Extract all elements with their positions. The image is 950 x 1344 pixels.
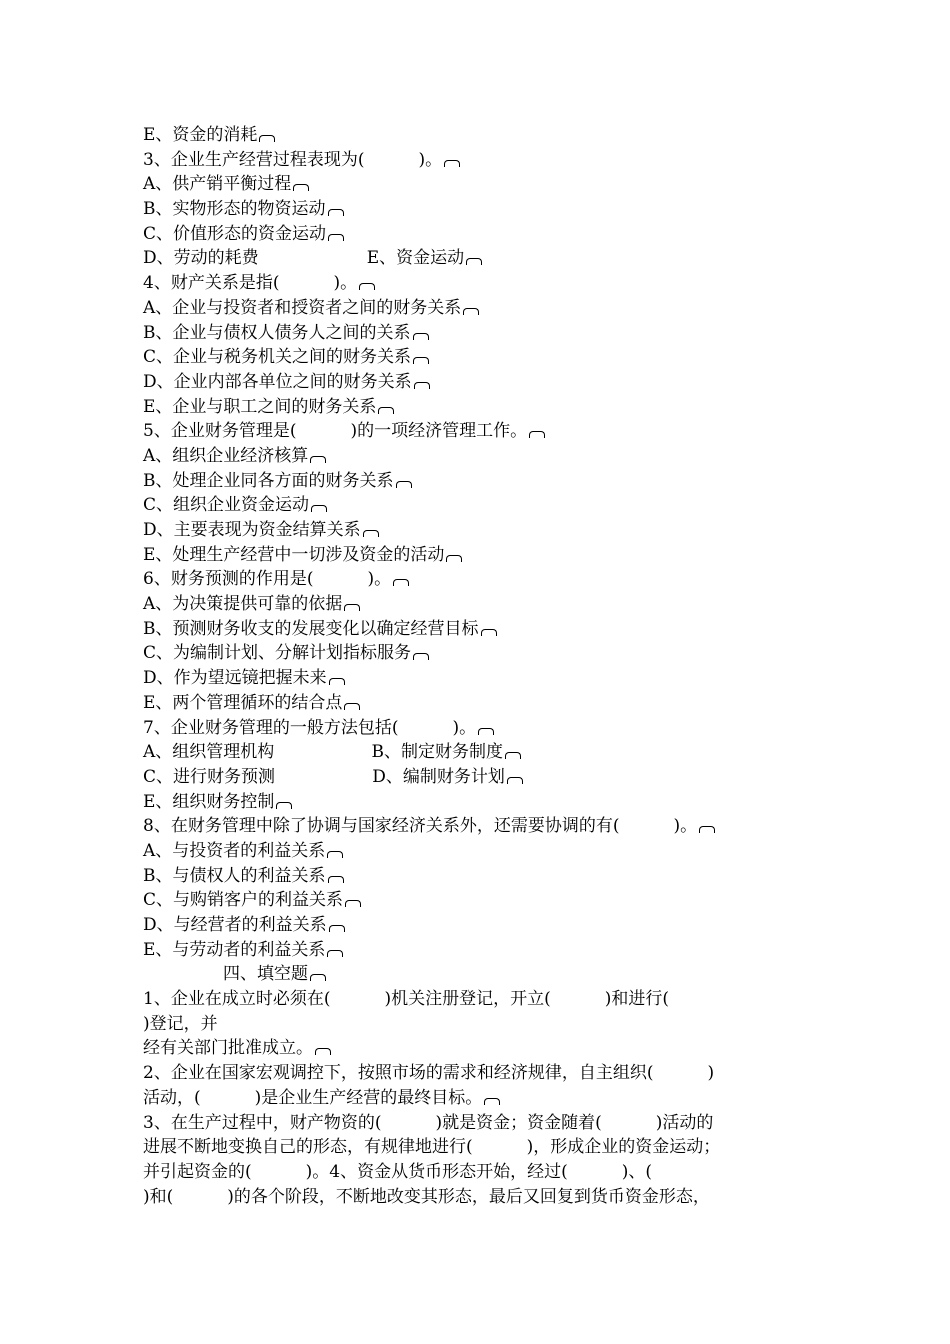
paragraph-mark-icon — [328, 234, 344, 241]
option-line: E、处理生产经营中一切涉及资金的活动 — [143, 543, 813, 568]
option-line: C、与购销客户的利益关系 — [143, 888, 813, 913]
option-line: E、组织财务控制 — [143, 790, 813, 815]
fill-blank-line: 2、企业在国家宏观调控下，按照市场的需求和经济规律，自主组织( ) — [143, 1063, 715, 1084]
option-line: A、与投资者的利益关系 — [143, 839, 813, 864]
option-line: D、企业内部各单位之间的财务关系 — [143, 370, 813, 395]
paragraph-mark-icon — [328, 876, 344, 883]
paragraph-mark-icon — [463, 308, 479, 315]
fill-blank-line: 3、在生产过程中，财产物资的( )就是资金；资金随着( )活动的 — [143, 1112, 714, 1133]
option-line: B、实物形态的物资运动 — [143, 197, 813, 222]
fill-blank-line: )登记，并 — [143, 1013, 218, 1034]
option-line: B、处理企业同各方面的财务关系 — [143, 469, 813, 494]
fill-blank-line: )和( )的各个阶段，不断地改变其形态，最后又回复到货币资金形态， — [143, 1186, 710, 1207]
paragraph-mark-icon — [311, 505, 327, 512]
paragraph-mark-icon — [466, 258, 482, 265]
paragraph-mark-icon — [344, 703, 360, 710]
option-line: A、组织企业经济核算 — [143, 444, 813, 469]
paragraph-mark-icon — [327, 851, 343, 858]
option-line: A、为决策提供可靠的依据 — [143, 592, 813, 617]
option-line: B、企业与债权人债务人之间的关系 — [143, 321, 813, 346]
paragraph-mark-icon — [329, 678, 345, 685]
paragraph-mark-icon — [315, 1048, 331, 1055]
paragraph-mark-icon — [699, 826, 715, 833]
option-line: B、预测财务收支的发展变化以确定经营目标 — [143, 617, 813, 642]
option-line: E、资金的消耗 — [143, 123, 813, 148]
option-line: A、供产销平衡过程 — [143, 172, 813, 197]
question-line: 8、在财务管理中除了协调与国家经济关系外，还需要协调的有( )。 — [143, 814, 813, 839]
fill-blank-line: 进展不断地变换自己的形态，有规律地进行( )，形成企业的资金运动； — [143, 1137, 721, 1158]
paragraph-mark-icon — [396, 481, 412, 488]
question-line: 6、财务预测的作用是( )。 — [143, 567, 813, 592]
option-line: C、企业与税务机关之间的财务关系 — [143, 345, 813, 370]
paragraph-mark-icon — [444, 160, 460, 167]
paragraph-mark-icon — [484, 1098, 500, 1105]
option-line: E、与劳动者的利益关系 — [143, 938, 813, 963]
option-line: C、为编制计划、分解计划指标服务 — [143, 641, 813, 666]
paragraph-mark-icon — [413, 653, 429, 660]
option-line: D、主要表现为资金结算关系 — [143, 518, 813, 543]
paragraph-mark-icon — [481, 629, 497, 636]
paragraph-mark-icon — [310, 456, 326, 463]
option-line: D、作为望远镜把握未来 — [143, 666, 813, 691]
paragraph-mark-icon — [446, 555, 462, 562]
question-line: 3、企业生产经营过程表现为( )。 — [143, 148, 813, 173]
paragraph-mark-icon — [378, 407, 394, 414]
fill-blank-line: 1、企业在成立时必须在( )机关注册登记，开立( )和进行( — [143, 989, 670, 1010]
question-line: 4、财产关系是指( )。 — [143, 271, 813, 296]
fill-blank-line: 经有关部门批准成立。 — [143, 1036, 813, 1061]
option-line: E、企业与职工之间的财务关系 — [143, 395, 813, 420]
paragraph-mark-icon — [345, 900, 361, 907]
fill-blank-line: 活动，( )是企业生产经营的最终目标。 — [143, 1086, 813, 1111]
option-line: E、两个管理循环的结合点 — [143, 691, 813, 716]
question-line: 7、企业财务管理的一般方法包括( )。 — [143, 716, 813, 741]
option-line: D、与经营者的利益关系 — [143, 913, 813, 938]
option-line: A、组织管理机构 B、制定财务制度 — [143, 740, 813, 765]
paragraph-mark-icon — [359, 283, 375, 290]
paragraph-mark-icon — [310, 974, 326, 981]
option-line: C、进行财务预测 D、编制财务计划 — [143, 765, 813, 790]
option-line: B、与债权人的利益关系 — [143, 864, 813, 889]
section-heading: 四、填空题 — [143, 962, 813, 987]
paragraph-mark-icon — [276, 802, 292, 809]
paragraph-mark-icon — [505, 752, 521, 759]
paragraph-mark-icon — [507, 777, 523, 784]
paragraph-mark-icon — [413, 357, 429, 364]
fill-blank-line: 并引起资金的( )。4、资金从货币形态开始，经过( )、( — [143, 1161, 653, 1182]
option-line: A、企业与投资者和授资者之间的财务关系 — [143, 296, 813, 321]
option-line: C、价值形态的资金运动 — [143, 222, 813, 247]
paragraph-mark-icon — [328, 209, 344, 216]
paragraph-mark-icon — [259, 135, 275, 142]
paragraph-mark-icon — [344, 604, 360, 611]
paragraph-mark-icon — [529, 431, 545, 438]
paragraph-mark-icon — [413, 333, 429, 340]
document-page — [143, 123, 813, 1209]
option-line: D、劳动的耗费 E、资金运动 — [143, 246, 813, 271]
paragraph-mark-icon — [329, 925, 345, 932]
option-line: C、组织企业资金运动 — [143, 493, 813, 518]
paragraph-mark-icon — [414, 382, 430, 389]
paragraph-mark-icon — [363, 530, 379, 537]
paragraph-mark-icon — [293, 184, 309, 191]
paragraph-mark-icon — [478, 728, 494, 735]
paragraph-mark-icon — [327, 950, 343, 957]
paragraph-mark-icon — [393, 579, 409, 586]
question-line: 5、企业财务管理是( )的一项经济管理工作。 — [143, 419, 813, 444]
